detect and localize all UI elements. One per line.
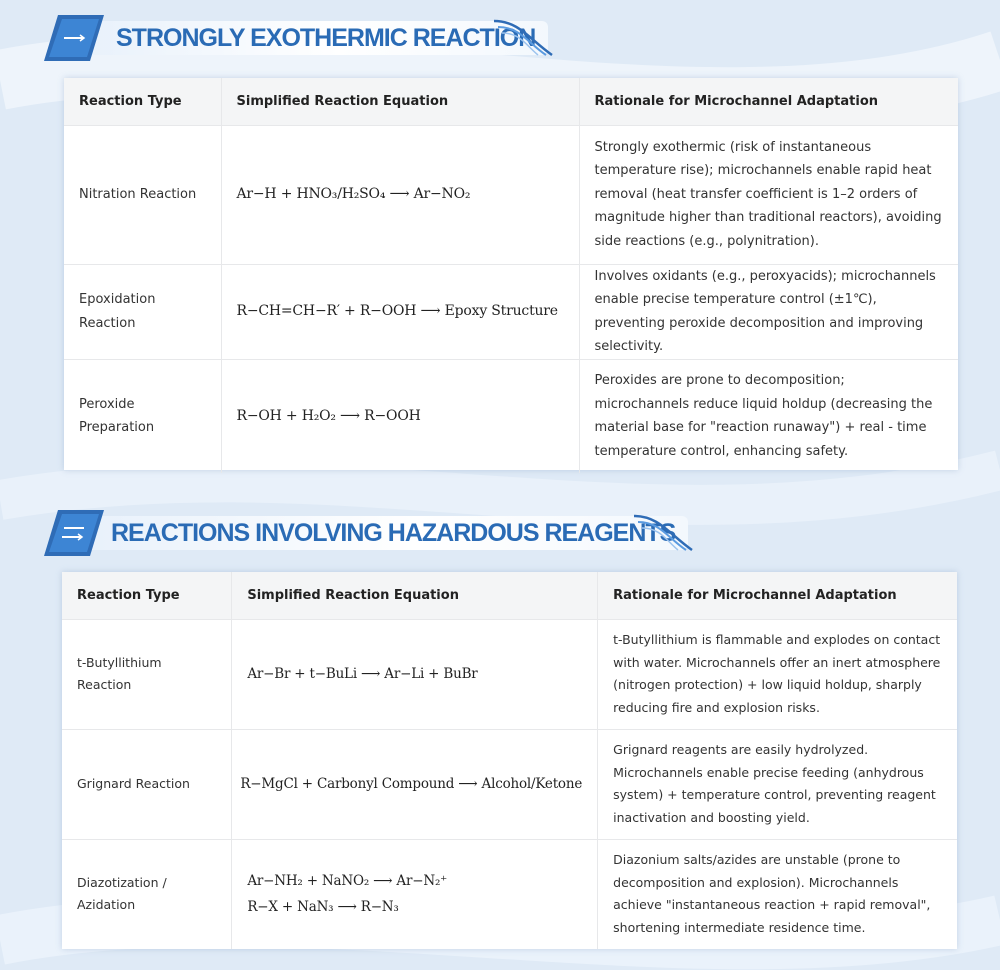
section1-banner [44, 15, 554, 55]
rationale: Peroxides are prone to decomposition; microchannels reduce liquid holdup (decreasing the material base for "reaction runaway") + real - time temperature control, enhancing safety. [594, 373, 933, 459]
table-header-row [64, 78, 958, 125]
arrow-icon [44, 510, 104, 556]
section2-table [62, 572, 957, 949]
rationale: Involves oxidants (e.g., peroxyacids); microchannels enable precise temperature control (±1℃), preventing peroxide decomposition and improving selectivity. [579, 264, 958, 359]
reaction-equation-cell [232, 839, 598, 949]
section1-table-card [64, 78, 958, 470]
arrow-icon [44, 15, 104, 61]
header-equation: Simplified Reaction Equation [232, 572, 598, 619]
reaction-equation: Ar−H + HNO₃/H₂SO₄ ⟶ Ar−NO₂ [221, 125, 579, 264]
section1-title: STRONGLY EXOTHERMIC REACTION [116, 24, 536, 52]
header-reaction-type: Reaction Type [62, 572, 232, 619]
reaction-type: Peroxide Preparation [64, 359, 221, 473]
table-row [62, 619, 957, 729]
reaction-equation: R−OH + H₂O₂ ⟶ R−OOH [221, 359, 579, 473]
table-header-row [62, 572, 957, 619]
swoosh-icon [494, 19, 554, 57]
reaction-equation-2: R−X + NaN₃ ⟶ R−N₃ [247, 899, 399, 916]
reaction-type: Epoxidation Reaction [64, 264, 221, 359]
header-rationale: Rationale for Microchannel Adaptation [579, 78, 958, 125]
section2-table-card [62, 572, 957, 949]
header-rationale: Rationale for Microchannel Adaptation [598, 572, 957, 619]
reaction-type: Nitration Reaction [64, 125, 221, 264]
header-reaction-type: Reaction Type [64, 78, 221, 125]
table-row [62, 729, 957, 839]
reaction-equation: Ar−Br + t−BuLi ⟶ Ar−Li + BuBr [232, 619, 598, 729]
reaction-equation: Ar−NH₂ + NaNO₂ ⟶ Ar−N₂⁺ [247, 873, 448, 890]
reaction-equation: R−MgCl + Carbonyl Compound ⟶ Alcohol/Ketone [232, 729, 598, 839]
rationale: Grignard reagents are easily hydrolyzed. Microchannels enable precise feeding (anhydrous system) + temperature control, preventing reagent inactivation and boosting yield. [598, 729, 957, 839]
table-row [64, 264, 958, 359]
rationale: t-Butyllithium is flammable and explodes on contact with water. Microchannels offer an inert atmosphere (nitrogen protection) + low liquid holdup, sharply reducing fire and explosion risks. [598, 619, 957, 729]
section2-title: REACTIONS INVOLVING HAZARDOUS REAGENTS [111, 519, 676, 547]
reaction-type: Diazotization / Azidation [62, 839, 232, 949]
swoosh-icon [634, 514, 694, 552]
table-row [64, 125, 958, 264]
table-row [64, 359, 958, 473]
section1-table [64, 78, 958, 473]
section2-banner [44, 510, 694, 550]
reaction-equation: R−CH=CH−R′ + R−OOH ⟶ Epoxy Structure [221, 264, 579, 359]
table-row [62, 839, 957, 949]
header-equation: Simplified Reaction Equation [221, 78, 579, 125]
rationale: Diazonium salts/azides are unstable (prone to decomposition and explosion). Microchannels achieve "instantaneous reaction + rapid removal", shortening intermediate residence time. [613, 852, 931, 935]
rationale: Strongly exothermic (risk of instantaneous temperature rise); microchannels enable rapid heat removal (heat transfer coefficient is 1–2 orders of magnitude higher than traditional reactors), avoiding side reactions (e.g., polynitration). [579, 125, 958, 264]
reaction-type: Grignard Reaction [62, 729, 232, 839]
reaction-type: t-Butyllithium Reaction [62, 619, 232, 729]
